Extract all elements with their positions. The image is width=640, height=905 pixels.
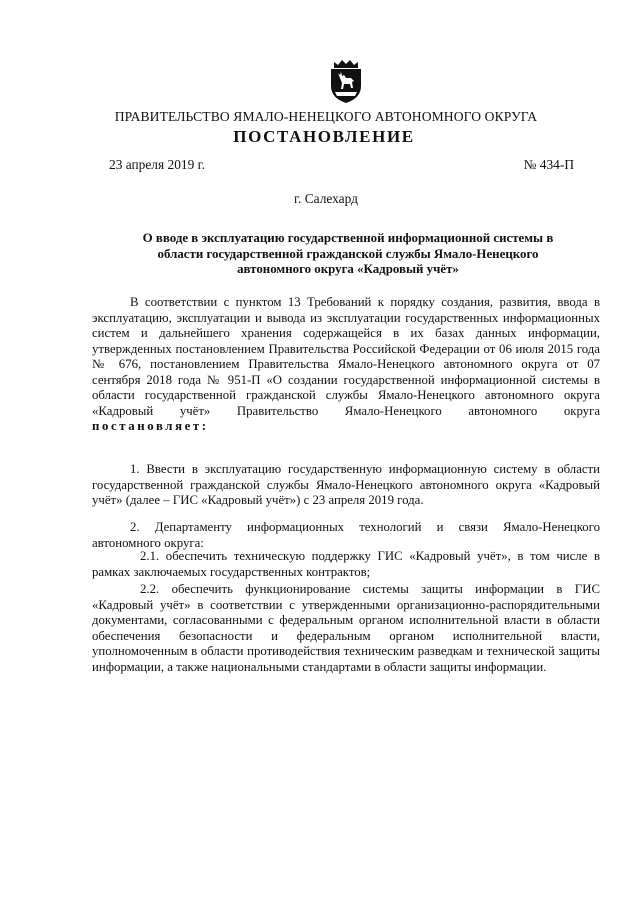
item-2-1-text: 2.1. обеспечить техническую поддержку ГИС «Кадровый учёт», в том числе в рамках заключаемых государственных контрактов; (92, 549, 600, 579)
item-2-2 (92, 582, 600, 675)
resolves-word: постановляет: (92, 419, 209, 433)
item-2 (92, 520, 600, 551)
item-2-2-text: 2.2. обеспечить функционирование системы защиты информации в ГИС «Кадровый учёт» в соответствии с утвержденными организационно-распорядительными документами, согласованными с федеральным органом исполнительной власти в области обеспечения безопасности и федеральным органом исполнительной власти, уполномоченным в области противодействия техническим разведкам и технической защиты информации, а также национальными стандартами в области защиты информации. (92, 582, 600, 674)
document-type: ПОСТАНОВЛЕНИЕ (233, 127, 415, 146)
item-1-text: 1. Ввести в эксплуатацию государственную информационную систему в области государственной гражданской службы Ямало-Ненецкого автономного округа «Кадровый учёт» (далее – ГИС «Кадровый учёт») с 23 апреля 2019 года. (92, 462, 600, 507)
preamble-paragraph (92, 295, 600, 435)
item-2-text: 2. Департаменту информационных технологий и связи Ямало-Ненецкого автономного округа: (92, 520, 600, 550)
document-city: г. Салехард (294, 191, 358, 206)
item-1 (92, 462, 600, 509)
document-date: 23 апреля 2019 г. (109, 157, 205, 172)
coat-of-arms-icon (326, 58, 366, 104)
item-2-1 (92, 549, 600, 580)
preamble-text: В соответствии с пунктом 13 Требований к порядку создания, развития, ввода в эксплуатацию, эксплуатации и вывода из эксплуатации государственных информационных систем и дальнейшего хранения содержащейся в их базах данных информации, утвержденных постановлением Правительства Российской Федерации от 06 июля 2015 года № 676, постановлением Правительства Ямало-Ненецкого автономного округа от 07 сентября 2018 года № 951-П «О создании государственной информационной системы в области государственной гражданской службы Ямало-Ненецкого автономного округа «Кадровый учёт» Правительство Ямало-Ненецкого автономного округа (92, 295, 600, 418)
document-number: № 434-П (523, 157, 574, 172)
government-name: ПРАВИТЕЛЬСТВО ЯМАЛО-НЕНЕЦКОГО АВТОНОМНОГО ОКРУГА (114, 109, 538, 124)
document-title: О вводе в эксплуатацию государственной информационной системы в области государственной гражданской службы Ямало-Ненецкого автономного округа «Кадровый учёт» (142, 231, 554, 276)
preamble (92, 295, 600, 435)
